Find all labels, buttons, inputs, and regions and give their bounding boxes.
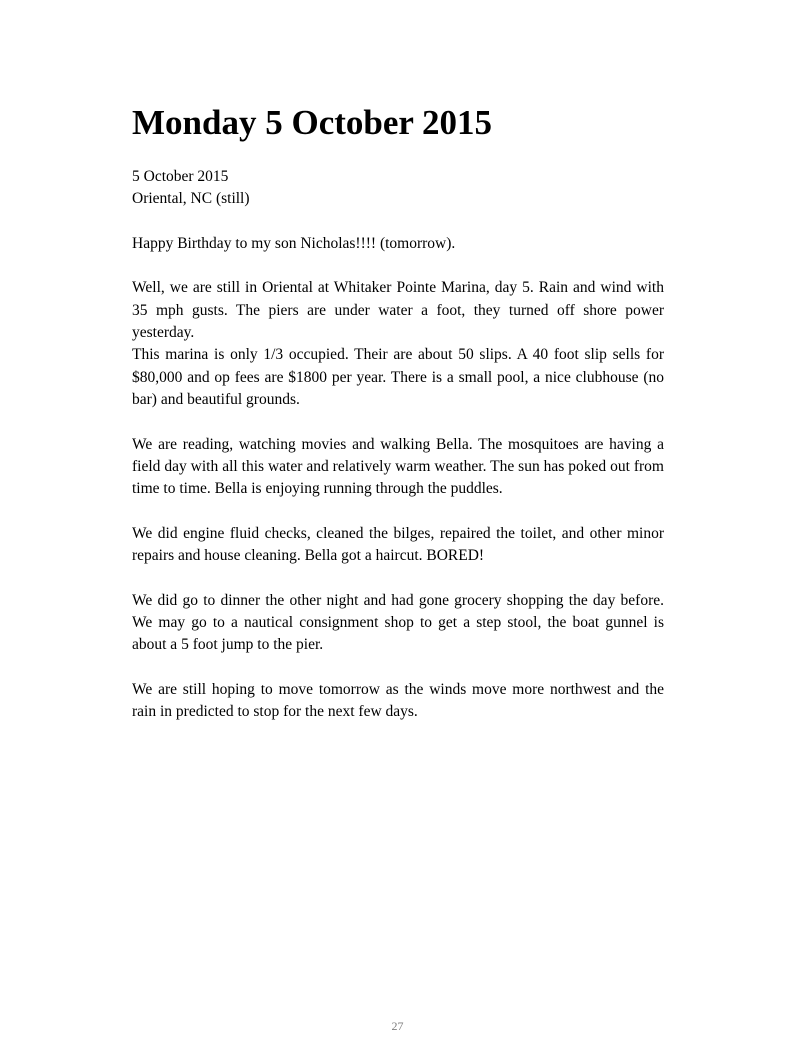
page-number: 27 <box>391 1019 404 1033</box>
paragraph-activities: We are reading, watching movies and walking Bella. The mosquitoes are having a field day with all this water and relatively warm weather. The sun has poked out from time to time. Bella is enjoying running through the puddles. <box>132 435 664 498</box>
paragraph-marina-weather: Well, we are still in Oriental at Whitaker Pointe Marina, day 5. Rain and wind with 35 mph gusts. The piers are under water a foot, they turned off shore power yesterday. <box>132 279 664 342</box>
entry-location: Oriental, NC (still) <box>132 190 250 208</box>
paragraph-maintenance: We did engine fluid checks, cleaned the bilges, repaired the toilet, and other minor repairs and house cleaning. Bella got a haircut. BORED! <box>132 524 664 565</box>
paragraph-marina-details: This marina is only 1/3 occupied. Their are about 50 slips. A 40 foot slip sells for $80,000 and op fees are $1800 per year. There is a small pool, a nice clubhouse (no bar) and beautiful grounds. <box>132 346 664 408</box>
paragraph-plans: We are still hoping to move tomorrow as the winds move more northwest and the rain in predicted to stop for the next few days. <box>132 680 664 721</box>
page-title: Monday 5 October 2015 <box>132 103 493 142</box>
entry-header <box>132 166 664 211</box>
paragraph-birthday: Happy Birthday to my son Nicholas!!!! (tomorrow). <box>132 234 456 252</box>
paragraph-dinner: We did go to dinner the other night and had gone grocery shopping the day before. We may go to a nautical consignment shop to get a step stool, the boat gunnel is about a 5 foot jump to the pier. <box>132 591 664 654</box>
entry-date: 5 October 2015 <box>132 168 229 185</box>
document-body <box>132 100 664 723</box>
